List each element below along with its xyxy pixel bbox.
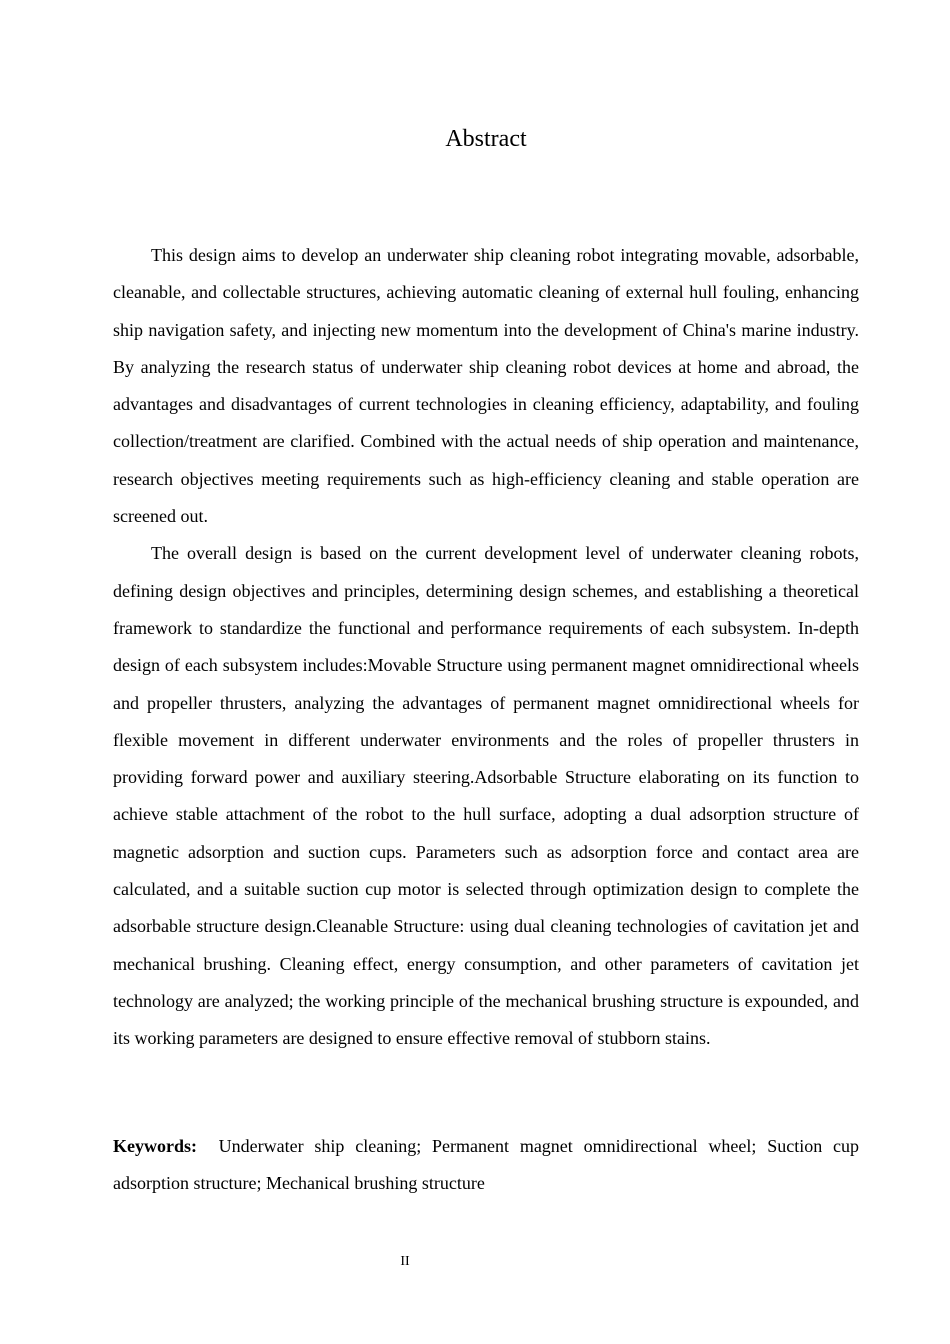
abstract-paragraph-2: The overall design is based on the current development level of underwater cleaning robots, defining design objectives and principles, determining design schemes, and establishing a theoretical framework to standardize the functional and performance requirements of each subsystem. In-depth design of each subsystem includes:Movable Structure using permanent magnet omnidirectional wheels and propeller thrusters, analyzing the advantages of permanent magnet omnidirectional wheels for flexible movement in different underwater environments and the roles of propeller thrusters in providing forward power and auxiliary steering.Adsorbable Structure elaborating on its function to achieve stable attachment of the robot to the hull surface, adopting a dual adsorption structure of magnetic adsorption and suction cups. Parameters such as adsorption force and contact area are calculated, and a suitable suction cup motor is selected through optimization design to complete the adsorbable structure design.Cleanable Structure: using dual cleaning technologies of cavitation jet and mechanical brushing. Cleaning effect, energy consumption, and other parameters of cavitation jet technology are analyzed; the working principle of the mechanical brushing structure is expounded, and its working parameters are designed to ensure effective removal of stubborn stains.	[113, 543, 859, 1049]
abstract-paragraph-1: This design aims to develop an underwater ship cleaning robot integrating movable, adsorbable, cleanable, and collectable structures, achieving automatic cleaning of external hull fouling, enhancing ship navigation safety, and injecting new momentum into the development of China's marine industry. By analyzing the research status of underwater ship cleaning robot devices at home and abroad, the advantages and disadvantages of current technologies in cleaning efficiency, adaptability, and fouling collection/treatment are clarified. Combined with the actual needs of ship operation and maintenance, research objectives meeting requirements such as high-efficiency cleaning and stable operation are screened out.	[113, 245, 859, 527]
keywords-label: Keywords:	[113, 1136, 197, 1156]
page-number: II	[400, 1254, 410, 1269]
keywords-line	[113, 1128, 859, 1203]
abstract-body	[113, 237, 859, 1058]
keywords-text: Underwater ship cleaning; Permanent magnet omnidirectional wheel; Suction cup adsorption structure; Mechanical brushing structure	[113, 1136, 860, 1194]
abstract-title: Abstract	[445, 126, 527, 152]
